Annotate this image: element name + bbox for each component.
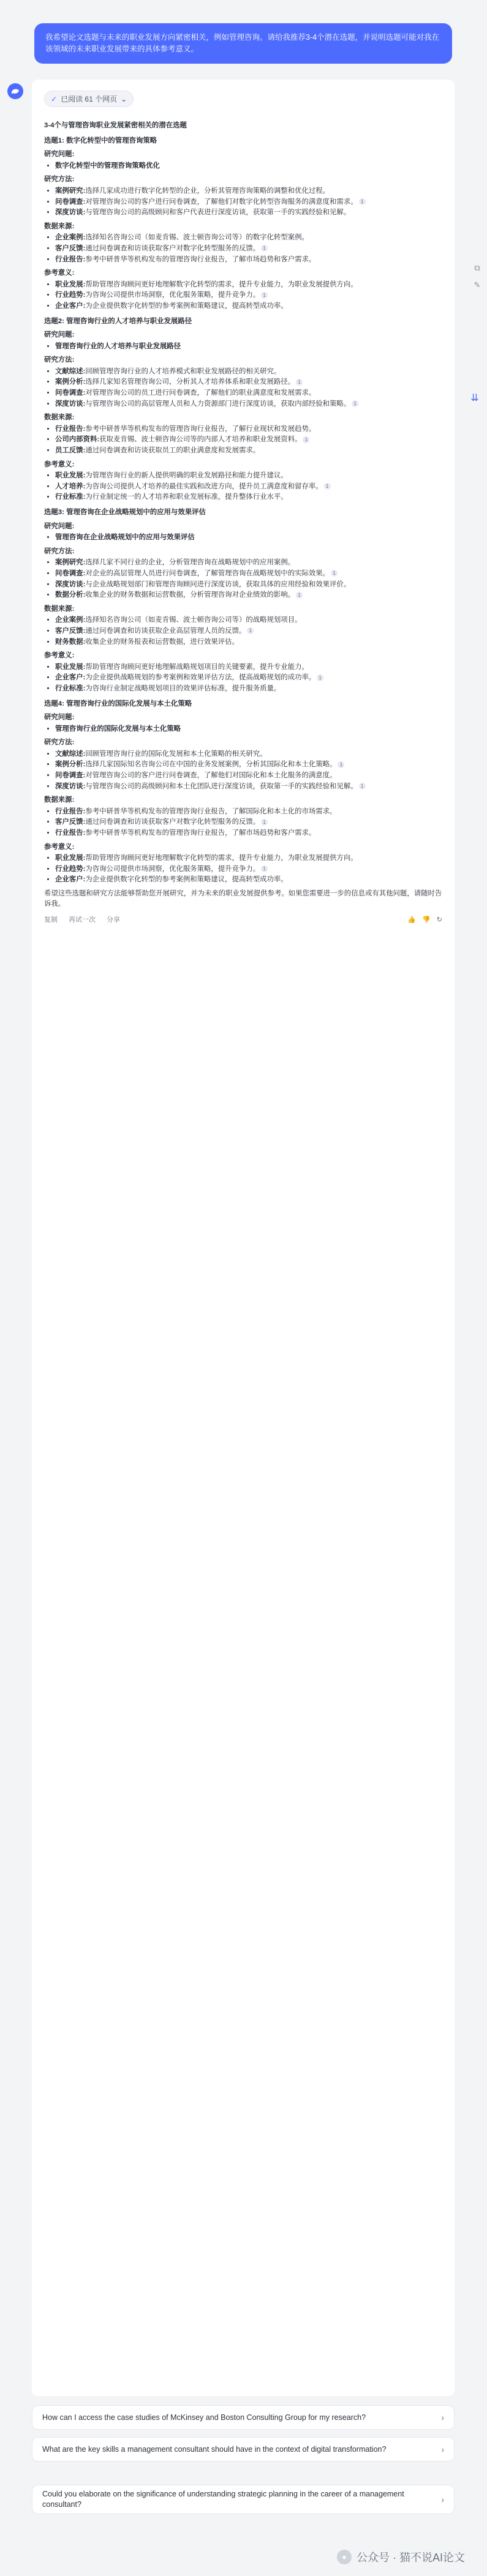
method-item bbox=[55, 186, 442, 196]
method-item bbox=[55, 590, 442, 600]
share-button[interactable]: 分享 bbox=[107, 916, 120, 924]
meaning-value: 为咨询行业制定战略规划项目的效果评估标准，提升服务质量。 bbox=[85, 684, 281, 692]
meaning-value: 为咨询公司提供市场洞察，优化服务策略，提升竞争力。 bbox=[85, 291, 260, 299]
user-message-bubble bbox=[34, 23, 452, 64]
citation-badge[interactable]: 1 bbox=[296, 379, 303, 386]
whale-logo-icon bbox=[10, 86, 20, 96]
meaning-item bbox=[55, 684, 442, 694]
search-results-label: 已阅读 61 个网页 bbox=[61, 95, 118, 103]
method-value: 对管理咨询公司的员工进行问卷调查，了解他们的职业满意度和发展需求。 bbox=[85, 389, 316, 397]
research-question-label: 研究问题: bbox=[44, 331, 75, 339]
meaning-label: 参考意义: bbox=[44, 843, 75, 851]
meaning-value: 帮助管理咨询顾问更好地理解数字化转型的需求，提升专业能力，为职业发展提供方向。 bbox=[85, 280, 358, 288]
source-value: 选择知名咨询公司（如麦肯锡、波士顿咨询公司等）的数字化转型案例。 bbox=[85, 234, 309, 242]
response-actions bbox=[44, 915, 442, 925]
meaning-key: 职业发展: bbox=[55, 663, 86, 671]
meaning-item bbox=[55, 482, 442, 492]
citation-badge[interactable]: 1 bbox=[352, 400, 358, 407]
source-item bbox=[55, 626, 442, 637]
research-question-item bbox=[55, 342, 442, 352]
answer-title: 3-4个与管理咨询职业发展紧密相关的潜在选题 bbox=[44, 122, 187, 129]
search-results-pill[interactable] bbox=[44, 91, 134, 107]
meaning-label: 参考意义: bbox=[44, 460, 75, 468]
source-item bbox=[55, 244, 442, 254]
source-item bbox=[55, 255, 442, 265]
meaning-item bbox=[55, 492, 442, 502]
research-question: 管理咨询在企业战略规划中的应用与效果评估 bbox=[55, 534, 195, 542]
method-item bbox=[55, 771, 442, 781]
assistant-response bbox=[32, 80, 455, 2396]
meaning-key: 职业发展: bbox=[55, 280, 86, 288]
method-list bbox=[44, 749, 442, 791]
meaning-value: 为咨询公司提供市场洞察，优化服务策略，提升竞争力。 bbox=[85, 865, 260, 873]
meaning-value: 为企业提供数字化转型的参考案例和策略建议，提高转型成功率。 bbox=[85, 876, 288, 884]
research-question-list bbox=[44, 161, 442, 171]
topic-heading: 选题2: 管理咨询行业的人才培养与职业发展路径 bbox=[44, 317, 192, 325]
method-item bbox=[55, 377, 442, 387]
edit-icon[interactable]: ✎ bbox=[474, 280, 481, 289]
suggestion-button[interactable] bbox=[32, 2485, 455, 2514]
citation-badge[interactable]: 1 bbox=[261, 819, 268, 826]
meaning-item bbox=[55, 290, 442, 301]
arrow-right-icon: › bbox=[441, 2444, 444, 2454]
meaning-list bbox=[44, 662, 442, 694]
arrow-right-icon: › bbox=[441, 2495, 444, 2504]
method-item bbox=[55, 388, 442, 398]
citation-badge[interactable]: 1 bbox=[338, 761, 344, 768]
method-key: 问卷调查: bbox=[55, 569, 86, 577]
meaning-key: 行业趋势: bbox=[55, 291, 86, 299]
retry-button[interactable]: 再试一次 bbox=[69, 916, 96, 924]
assistant-avatar bbox=[7, 83, 23, 99]
source-key: 客户反馈: bbox=[55, 818, 86, 826]
source-item bbox=[55, 233, 442, 243]
watermark-text: 公众号 · 猫不说AI论文 bbox=[356, 2552, 465, 2564]
suggestion-button[interactable] bbox=[32, 2437, 455, 2462]
topic-heading: 选题4: 管理咨询行业的国际化发展与本土化策略 bbox=[44, 700, 192, 707]
meaning-label: 参考意义: bbox=[44, 269, 75, 277]
watermark bbox=[337, 2549, 465, 2565]
method-item bbox=[55, 760, 442, 770]
meaning-value: 为咨询公司提供人才培养的最佳实践和改进方向，提升员工满意度和留存率。 bbox=[85, 482, 323, 490]
method-key: 案例研究: bbox=[55, 559, 86, 567]
method-value: 对管理咨询公司的客户进行问卷调查，了解他们对国际化和本土化服务的满意度。 bbox=[85, 772, 337, 780]
meaning-item bbox=[55, 471, 442, 481]
method-value: 选择几家知名管理咨询公司，分析其人才培养体系和职业发展路径。 bbox=[85, 378, 295, 386]
method-value: 与管理咨询公司的高层管理人员和人力资源部门进行深度访谈，获取内部经验和策略。 bbox=[85, 400, 351, 408]
citation-badge[interactable]: 1 bbox=[303, 436, 309, 443]
method-value: 与企业战略规划部门和管理咨询顾问进行深度访谈，获取具体的应用经验和效果评价。 bbox=[85, 580, 351, 588]
source-key: 客户反馈: bbox=[55, 627, 86, 635]
meaning-item bbox=[55, 673, 442, 683]
source-list bbox=[44, 615, 442, 647]
scroll-down-icon[interactable]: ⇊ bbox=[470, 393, 479, 403]
method-value: 回顾管理咨询行业的人才培养模式和职业发展路径的相关研究。 bbox=[85, 367, 281, 375]
copy-button[interactable]: 复制 bbox=[44, 916, 58, 924]
meaning-value: 为企业提供数字化转型的参考案例和策略建议，提高转型成功率。 bbox=[85, 302, 288, 310]
method-item bbox=[55, 399, 442, 409]
source-label: 数据来源: bbox=[44, 414, 75, 422]
citation-badge[interactable]: 1 bbox=[261, 245, 268, 252]
research-question: 管理咨询行业的人才培养与职业发展路径 bbox=[55, 342, 181, 350]
source-value: 收集企业的财务报表和运营数据，进行效果评估。 bbox=[85, 638, 239, 646]
method-key: 文献综述: bbox=[55, 750, 86, 758]
meaning-item bbox=[55, 301, 442, 312]
method-value: 对管理咨询公司的客户进行问卷调查，了解他们对数字化转型咨询服务的满意度和需求。 bbox=[85, 198, 358, 206]
citation-badge[interactable]: 1 bbox=[331, 570, 338, 577]
source-key: 财务数据: bbox=[55, 638, 86, 646]
meaning-value: 帮助管理咨询顾问更好地理解数字化转型的需求，提升专业能力，为职业发展提供方向。 bbox=[85, 854, 358, 862]
method-value: 回顾管理咨询行业的国际化发展和本土化策略的相关研究。 bbox=[85, 750, 267, 758]
meaning-list bbox=[44, 853, 442, 885]
source-value: 通过问卷调查和访谈获取员工的职业满意度和发展需求。 bbox=[85, 447, 260, 455]
method-item bbox=[55, 207, 442, 218]
method-value: 与管理咨询公司的高级顾问和本土化团队进行深度访谈，获取第一手的实践经验和见解。 bbox=[85, 782, 358, 790]
source-value: 参考中研普华等机构发布的管理咨询行业报告，了解行业现状和发展趋势。 bbox=[85, 425, 316, 433]
source-item bbox=[55, 828, 442, 838]
meaning-list bbox=[44, 471, 442, 502]
source-value: 通过问卷调查和访谈获取客户对数字化转型服务的反馈。 bbox=[85, 244, 260, 252]
method-item bbox=[55, 749, 442, 760]
source-key: 行业报告: bbox=[55, 255, 86, 263]
meaning-value: 帮助管理咨询顾问更好地理解战略规划项目的关键要素，提升专业能力。 bbox=[85, 663, 309, 671]
method-label: 研究方法: bbox=[44, 356, 75, 364]
source-item bbox=[55, 424, 442, 435]
feedback-icons bbox=[407, 915, 442, 925]
method-label: 研究方法: bbox=[44, 739, 75, 747]
source-key: 行业报告: bbox=[55, 807, 86, 815]
source-value: 参考中研普华等机构发布的管理咨询行业报告，了解市场趋势和客户需求。 bbox=[85, 829, 316, 837]
research-question-label: 研究问题: bbox=[44, 151, 75, 159]
method-item bbox=[55, 558, 442, 568]
source-key: 行业报告: bbox=[55, 829, 86, 837]
meaning-item bbox=[55, 864, 442, 875]
method-key: 问卷调查: bbox=[55, 772, 86, 780]
meaning-value: 为企业提供战略规划的参考案例和效果评估方法，提高战略规划的成功率。 bbox=[85, 674, 316, 682]
source-item bbox=[55, 817, 442, 827]
citation-badge[interactable]: 1 bbox=[359, 783, 366, 790]
method-key: 案例分析: bbox=[55, 761, 86, 769]
method-label: 研究方法: bbox=[44, 547, 75, 555]
citation-badge[interactable]: 1 bbox=[261, 292, 268, 299]
meaning-key: 行业标准: bbox=[55, 684, 86, 692]
meaning-item bbox=[55, 875, 442, 885]
source-item bbox=[55, 615, 442, 625]
method-list bbox=[44, 367, 442, 409]
meaning-list bbox=[44, 280, 442, 312]
method-label: 研究方法: bbox=[44, 176, 75, 184]
source-item bbox=[55, 446, 442, 456]
method-item bbox=[55, 367, 442, 377]
meaning-item bbox=[55, 280, 442, 290]
source-value: 选择知名咨询公司（如麦肯锡、波士顿咨询公司等）的战略规划项目。 bbox=[85, 616, 302, 624]
method-key: 问卷调查: bbox=[55, 198, 86, 206]
copy-icon[interactable]: ⧉ bbox=[474, 263, 480, 272]
research-question-label: 研究问题: bbox=[44, 522, 75, 530]
answer-body bbox=[44, 121, 442, 925]
meaning-label: 参考意义: bbox=[44, 652, 75, 660]
arrow-right-icon: › bbox=[441, 2413, 444, 2422]
suggestion-text: How can I access the case studies of McKinsey and Boston Consulting Group for my research? bbox=[42, 2413, 366, 2422]
meaning-key: 企业客户: bbox=[55, 674, 86, 682]
research-question-list bbox=[44, 724, 442, 734]
method-key: 问卷调查: bbox=[55, 389, 86, 397]
source-key: 行业报告: bbox=[55, 425, 86, 433]
source-key: 员工反馈: bbox=[55, 447, 86, 455]
source-item bbox=[55, 435, 442, 445]
source-list bbox=[44, 424, 442, 456]
citation-badge[interactable]: 1 bbox=[247, 627, 254, 634]
citation-badge[interactable]: 1 bbox=[296, 592, 303, 599]
method-key: 案例分析: bbox=[55, 378, 86, 386]
source-value: 参考中研普华等机构发布的管理咨询行业报告，了解市场趋势和客户需求。 bbox=[85, 255, 316, 263]
method-value: 选择几家不同行业的企业，分析管理咨询在战略规划中的应用案例。 bbox=[85, 559, 295, 567]
topic-heading: 选题3: 管理咨询在企业战略规划中的应用与效果评估 bbox=[44, 509, 206, 516]
thumbs-up-icon[interactable]: 👍 bbox=[407, 916, 417, 924]
source-value: 参考中研普华等机构发布的管理咨询行业报告，了解国际化和本土化的市场需求。 bbox=[85, 807, 337, 815]
method-key: 深度访谈: bbox=[55, 209, 86, 217]
citation-badge[interactable]: 1 bbox=[324, 483, 331, 490]
method-value: 选择几家国际知名咨询公司在中国的业务发展案例，分析其国际化和本土化策略。 bbox=[85, 761, 337, 769]
meaning-key: 人才培养: bbox=[55, 482, 86, 490]
citation-badge[interactable]: 1 bbox=[261, 865, 268, 872]
meaning-key: 行业趋势: bbox=[55, 865, 86, 873]
source-key: 企业案例: bbox=[55, 616, 86, 624]
method-item bbox=[55, 580, 442, 590]
meaning-value: 为管理咨询行业的新人提供明确的职业发展路径和能力提升建议。 bbox=[85, 472, 288, 480]
method-value: 对企业的高层管理人员进行问卷调查，了解管理咨询在战略规划中的实际效果。 bbox=[85, 569, 330, 577]
source-value: 通过问卷调查和访谈获取企业高层管理人员的反馈。 bbox=[85, 627, 246, 635]
method-key: 文献综述: bbox=[55, 367, 86, 375]
user-message-text: 我希望论文选题与未来的职业发展方向紧密相关，例如管理咨询。请给我推荐3-4个潜在选题，并说明选题可能对我在该领域的未来职业发展带来的具体参考意义。 bbox=[45, 33, 440, 53]
thumbs-down-icon[interactable]: 👎 bbox=[422, 916, 431, 924]
method-item bbox=[55, 782, 442, 792]
method-item bbox=[55, 569, 442, 579]
method-key: 深度访谈: bbox=[55, 400, 86, 408]
method-key: 深度访谈: bbox=[55, 782, 86, 790]
source-item bbox=[55, 807, 442, 817]
method-value: 选择几家成功进行数字化转型的企业，分析其管理咨询策略的调整和优化过程。 bbox=[85, 187, 330, 195]
closing-text: 希望这些选题和研究方法能够帮助您开展研究，并为未来的职业发展提供参考。如果您需要进一步的信息或有其他问题，请随时告诉我。 bbox=[44, 890, 442, 908]
suggestion-text: Could you elaborate on the significance of understanding strategic planning in the career of a management consultant? bbox=[42, 2490, 404, 2509]
research-question-item bbox=[55, 532, 442, 543]
meaning-key: 企业客户: bbox=[55, 876, 86, 884]
side-toolbar bbox=[472, 263, 482, 290]
source-key: 客户反馈: bbox=[55, 244, 86, 252]
research-question-label: 研究问题: bbox=[44, 714, 75, 722]
meaning-item bbox=[55, 662, 442, 673]
research-question-list bbox=[44, 532, 442, 543]
search-done-icon: ✓ bbox=[51, 94, 58, 103]
method-key: 深度访谈: bbox=[55, 580, 86, 588]
meaning-value: 为行业制定统一的人才培养和职业发展标准，提升整体行业水平。 bbox=[85, 493, 288, 501]
research-question: 管理咨询行业的国际化发展与本土化策略 bbox=[55, 725, 181, 733]
suggestion-button[interactable] bbox=[32, 2405, 455, 2430]
source-value: 通过问卷调查和访谈获取客户对数字化转型服务的反馈。 bbox=[85, 818, 260, 826]
meaning-key: 行业标准: bbox=[55, 493, 86, 501]
suggestion-text: What are the key skills a management consultant should have in the context of digital transformation? bbox=[42, 2444, 387, 2454]
method-item bbox=[55, 197, 442, 207]
source-key: 公司内部资料: bbox=[55, 436, 100, 444]
citation-badge[interactable]: 1 bbox=[359, 198, 366, 205]
topic-heading: 选题1: 数字化转型中的管理咨询策略 bbox=[44, 136, 157, 144]
regenerate-icon[interactable]: ↻ bbox=[436, 916, 442, 924]
method-key: 数据分析: bbox=[55, 591, 86, 599]
source-value: 获取麦肯锡、波士顿咨询公司等的内部人才培养和职业发展资料。 bbox=[99, 436, 302, 444]
research-question-item bbox=[55, 161, 442, 171]
source-label: 数据来源: bbox=[44, 605, 75, 613]
meaning-item bbox=[55, 853, 442, 864]
method-list bbox=[44, 558, 442, 600]
source-item bbox=[55, 637, 442, 648]
source-label: 数据来源: bbox=[44, 796, 75, 804]
method-list bbox=[44, 186, 442, 218]
method-value: 收集企业的财务数据和运营数据，分析管理咨询对企业绩效的影响。 bbox=[85, 591, 295, 599]
wechat-icon: ● bbox=[337, 2550, 352, 2564]
source-list bbox=[44, 807, 442, 838]
research-question-item bbox=[55, 724, 442, 734]
method-key: 案例研究: bbox=[55, 187, 86, 195]
source-list bbox=[44, 233, 442, 264]
citation-badge[interactable]: 1 bbox=[317, 674, 323, 681]
source-label: 数据来源: bbox=[44, 222, 75, 230]
research-question: 数字化转型中的管理咨询策略优化 bbox=[55, 162, 160, 170]
meaning-key: 企业客户: bbox=[55, 302, 86, 310]
method-value: 与管理咨询公司的高级顾问和客户代表进行深度访谈，获取第一手的实践经验和见解。 bbox=[85, 209, 351, 217]
chevron-down-icon: ⌄ bbox=[121, 94, 127, 103]
meaning-key: 职业发展: bbox=[55, 854, 86, 862]
source-key: 企业案例: bbox=[55, 234, 86, 242]
meaning-key: 职业发展: bbox=[55, 472, 86, 480]
research-question-list bbox=[44, 342, 442, 352]
